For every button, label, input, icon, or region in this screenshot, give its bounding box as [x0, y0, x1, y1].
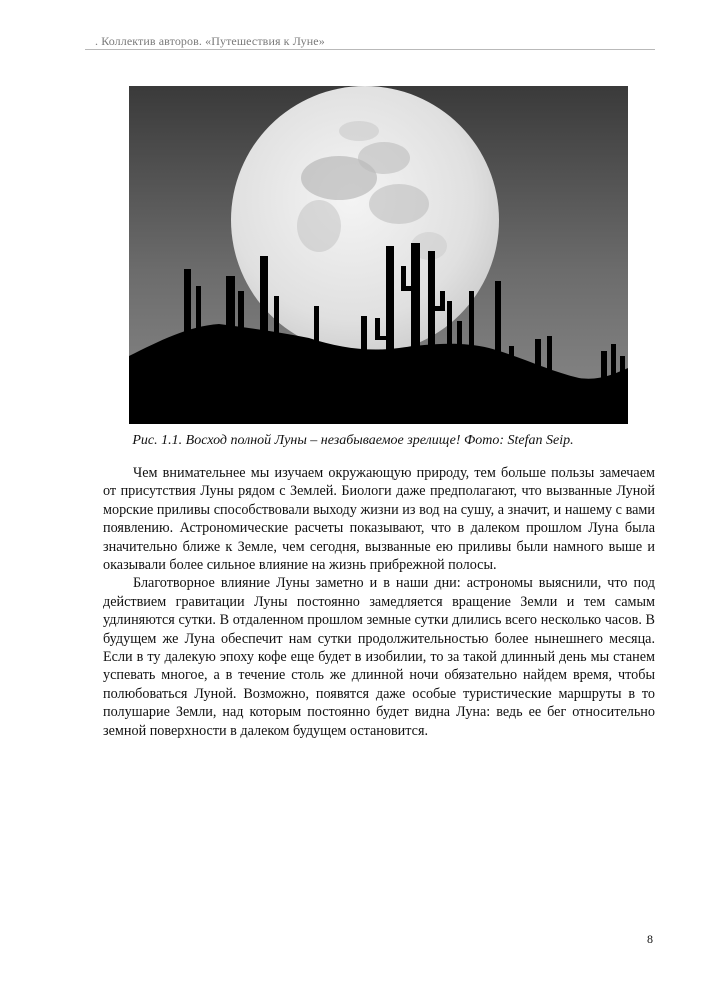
running-header: . Коллектив авторов. «Путешествия к Луне» — [95, 34, 325, 48]
page-number: 8 — [647, 932, 653, 946]
paragraph: Благотворное влияние Луны заметно и в наши дни: астрономы выяснили, что под действием гравитации Луны постоянно замедляется вращение Земли и тем самым удлиняются сутки. В отдаленном прошлом земные сутки длились всего несколько часов. В будущем же Луна обеспечит нам сутки продолжительностью более нынешнего месяца. Если в ту далекую эпоху кофе еще будет в изобилии, то за такой длинный день мы станем успевать многое, а в течение столь же длинной ночи обязательно найдем время, чтобы полюбоваться Луной. Возможно, появятся даже особые туристические маршруты в то полушарие Земли, над которым постоянно будет видна Луна: ведь ее бег относительно земной поверхности в далеком будущем остановится. — [103, 575, 655, 739]
body-text — [103, 464, 655, 740]
full-moon — [231, 86, 499, 354]
paragraph: Чем внимательнее мы изучаем окружающую природу, тем больше пользы замечаем от присутствия Луны рядом с Землей. Биологи даже предполагают, что вызванные Луной морские приливы способствовали выходу жизни из вод на сушу, а значит, и нашему с вами появлению. Астрономические расчеты показывают, что в далеком прошлом Луна была значительно ближе к Земле, чем сегодня, вызванные ею приливы были намного выше и оказывали более сильное влияние на жизнь прибрежной полосы. — [103, 465, 655, 574]
figure-caption: Рис. 1.1. Восход полной Луны – незабываемое зрелище! Фото: Stefan Seip. — [132, 433, 574, 448]
moonrise-photo — [129, 86, 628, 424]
header-rule — [85, 49, 655, 50]
